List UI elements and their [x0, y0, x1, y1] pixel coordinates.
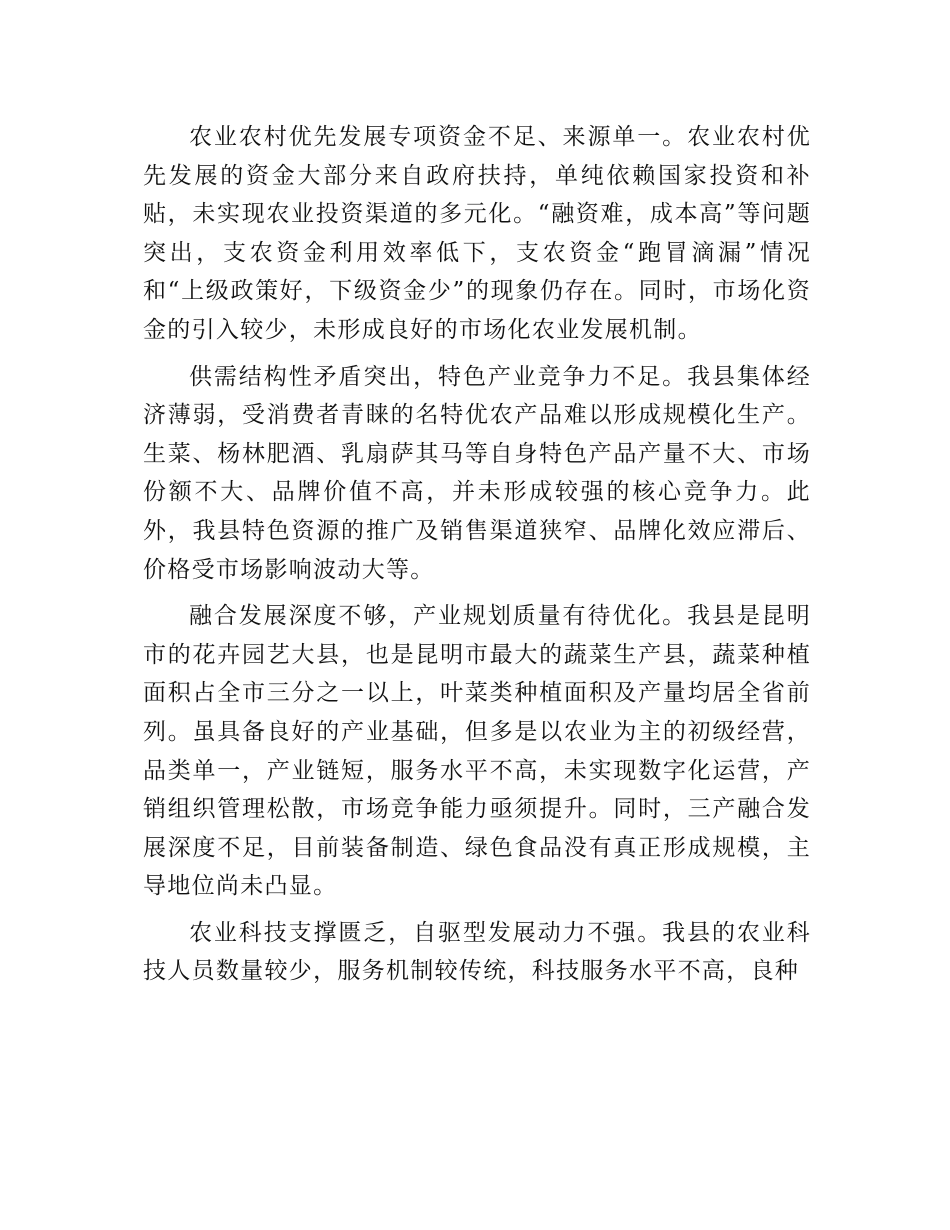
paragraph-supply-demand: 供需结构性矛盾突出，特色产业竞争力不足。我县集体经济薄弱，受消费者青睐的名特优农产品难以形成规模化生产。生菜、杨林肥酒、乳扇萨其马等自身特色产品产量不大、市场份额不大、品牌价值不高，并未形成较强的核心竞争力。此外，我县特色资源的推广及销售渠道狭窄、品牌化效应滞后、价格受市场影响波动大等。	[143, 363, 811, 583]
paragraph-funding: 农业农村优先发展专项资金不足、来源单一。农业农村优先发展的资金大部分来自政府扶持，单纯依赖国家投资和补贴，未实现农业投资渠道的多元化。“融资难，成本高”等问题突出，支农资金利用效率低下，支农资金“跑冒滴漏”情况和“上级政策好，下级资金少”的现象仍存在。同时，市场化资金的引入较少，未形成良好的市场化农业发展机制。	[143, 124, 811, 343]
paragraph-technology: 农业科技支撑匮乏，自驱型发展动力不强。我县的农业科技人员数量较少，服务机制较传统，科技服务水平不高，良种	[143, 919, 811, 985]
paragraph-integration: 融合发展深度不够，产业规划质量有待优化。我县是昆明市的花卉园艺大县，也是昆明市最大的蔬菜生产县，蔬菜种植面积占全市三分之一以上，叶菜类种植面积及产量均居全省前列。虽具备良好的产业基础，但多是以农业为主的初级经营，品类单一，产业链短，服务水平不高，未实现数字化运营，产销组织管理松散，市场竞争能力亟须提升。同时，三产融合发展深度不足，目前装备制造、绿色食品没有真正形成规模，主导地位尚未凸显。	[143, 603, 811, 900]
document-body	[143, 118, 811, 999]
